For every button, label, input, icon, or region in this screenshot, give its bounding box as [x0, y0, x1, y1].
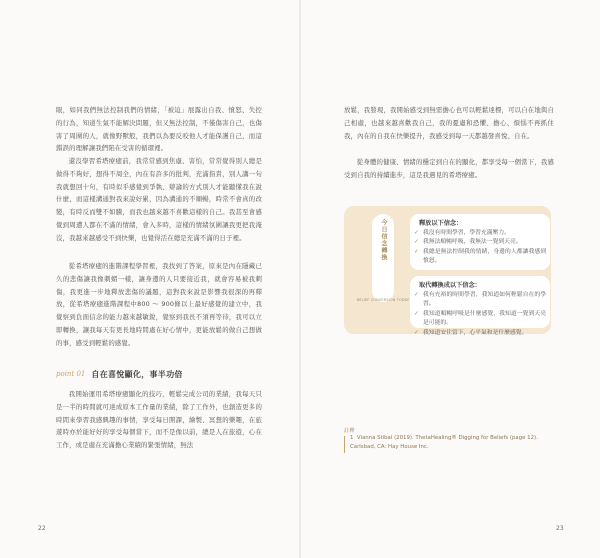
body-paragraph: 還沒學習希塔療癒前，我常常感到焦慮、害怕，常常覺得別人總是做得不夠好，想得不周全，內在有許多的批判，充滿指責，別人講一句我就想回十句，有時似乎感覺到爭執、辯論的方式別人才能聽懂我在說什麼，而這樣溝通對我來說好累，因為溝通的不順暢，時常不會真的改變，有時反而雙不如騰，而我也越來越不喜歡這樣的自己。我甚至會感覺到周遭人都在不滿的情緒，會入多時，這樣的情緒氛圍讓我更把我淹沒，我越來越感受不到快樂，也覺得活在總是充滿不滿的日子裡。: [56, 157, 262, 242]
notes-divider: [344, 436, 345, 453]
list-item: ✓ 我知道安住當下，心平氣和是什麼感覺。: [414, 329, 546, 338]
body-paragraph: 從身體的健康、情緒的穩定到自在的顯化，都享受每一個當下，我感受到自我的持續進步，這是我遇見的希塔療癒。: [344, 158, 554, 179]
checkmark-icon: ✓: [414, 292, 419, 298]
notes-text: [350, 434, 560, 452]
note-citation: Vianna Stibal (2019). ThetaHealing® Digging for Beliefs (page 12). Carlsbad, CA: Hay House Inc.: [350, 435, 538, 450]
list-item: ✓ 我有充裕的時間學習，我知道如何輕鬆自在的學習。: [414, 292, 546, 308]
belief-card-subtitle: BELIEF CONVERSION TODAY: [356, 298, 410, 302]
section-tag: point 01: [56, 370, 86, 378]
checkmark-icon: ✓: [414, 248, 419, 255]
replace-beliefs-list: [414, 291, 546, 338]
list-item: ✓ 我無法順暢呼吸，我無法一覺到天亮。: [414, 238, 546, 247]
list-item: ✓ 我總是無法控制我的情緒，身邊的人都讓我感到憤怒。: [414, 248, 546, 265]
belief-card-vertical-title: 今日信念轉換: [380, 219, 387, 261]
replace-beliefs-heading: 取代轉換成以下信念：: [419, 282, 481, 289]
checkmark-icon: ✓: [414, 310, 419, 317]
note-marker: 1: [350, 435, 354, 441]
body-paragraph: 從希塔療癒的進階課程學習裡，我找到了答案，原來是內在隱藏已久的悲傷讓我像刺蝟一樣，讓身邊的人只要接近我，就會容易被我刺傷，我更進一步地釋放悲傷的議題，這對我來說是影響我很深的再釋放，從希塔療癒進階課程中800 ～ 900條以上最好感覺的建立中，我覺察到負面信念的能力越來越敏銳，覺察到我長不須再等待，我可以立即轉換，讓我每天有更長地時間處在好心情中，更能放鬆的做自己想做的事，感受到輕鬆的感覺。: [56, 262, 262, 347]
body-paragraph: 我開始運用希塔療癒顯化的技巧，輕鬆完成公司的業績，我每天只是一半的時間就可達成原本工作量的業績，除了工作外，也創造更多的時間來學習我感興趣的事情，享受每日開課，繪製、冥想的樂趣，在旅遊時亦於能好好的享受每個當下，而不是像以前，總是人在旅遊，心在工作，或是處在充滿擔心業績的緊張情緒，無法: [56, 390, 262, 450]
checkmark-icon: ✓: [414, 239, 419, 246]
release-beliefs-heading: 釋放以下信念：: [419, 220, 463, 227]
checkmark-icon: ✓: [414, 329, 419, 336]
notes-label: 註釋: [344, 428, 356, 434]
section-heading: [56, 367, 183, 381]
page-number: 23: [556, 525, 564, 532]
list-item: ✓ 我沒有時間學習，學習充滿壓力。: [414, 229, 546, 238]
page-number: 22: [38, 525, 46, 532]
body-paragraph: 放鬆，我發現，我開始感受到無需擔心也可以輕鬆達標，可以自在地與自己相處，也越來越喜歡我自己，我的憂慮和恐懼、擔心、煩惱不再抓住我，內在的自我在快樂提升，我感受到每一天都越發喜悅、自在。: [344, 106, 554, 140]
list-item: ✓ 我知道順暢呼吸是什麼感覺，我知道一覺到天亮是可能的。: [414, 310, 546, 327]
body-paragraph: 眼，如同我們無法控制我們的情緒，「被迫」展露出自我、憤怒、失控的行為，知道生氣不能解決問題，但又無法控制，不僅傷害自己，也傷害了周圍的人，就像野獸般，我們以為要反咬他人才能保護自己，而這錯誤的理解讓我們陷在受害的循環裡。: [56, 106, 262, 153]
section-title: 自在喜悅顯化，事半功倍: [91, 369, 183, 379]
checkmark-icon: ✓: [414, 230, 419, 236]
release-beliefs-list: [414, 229, 546, 267]
